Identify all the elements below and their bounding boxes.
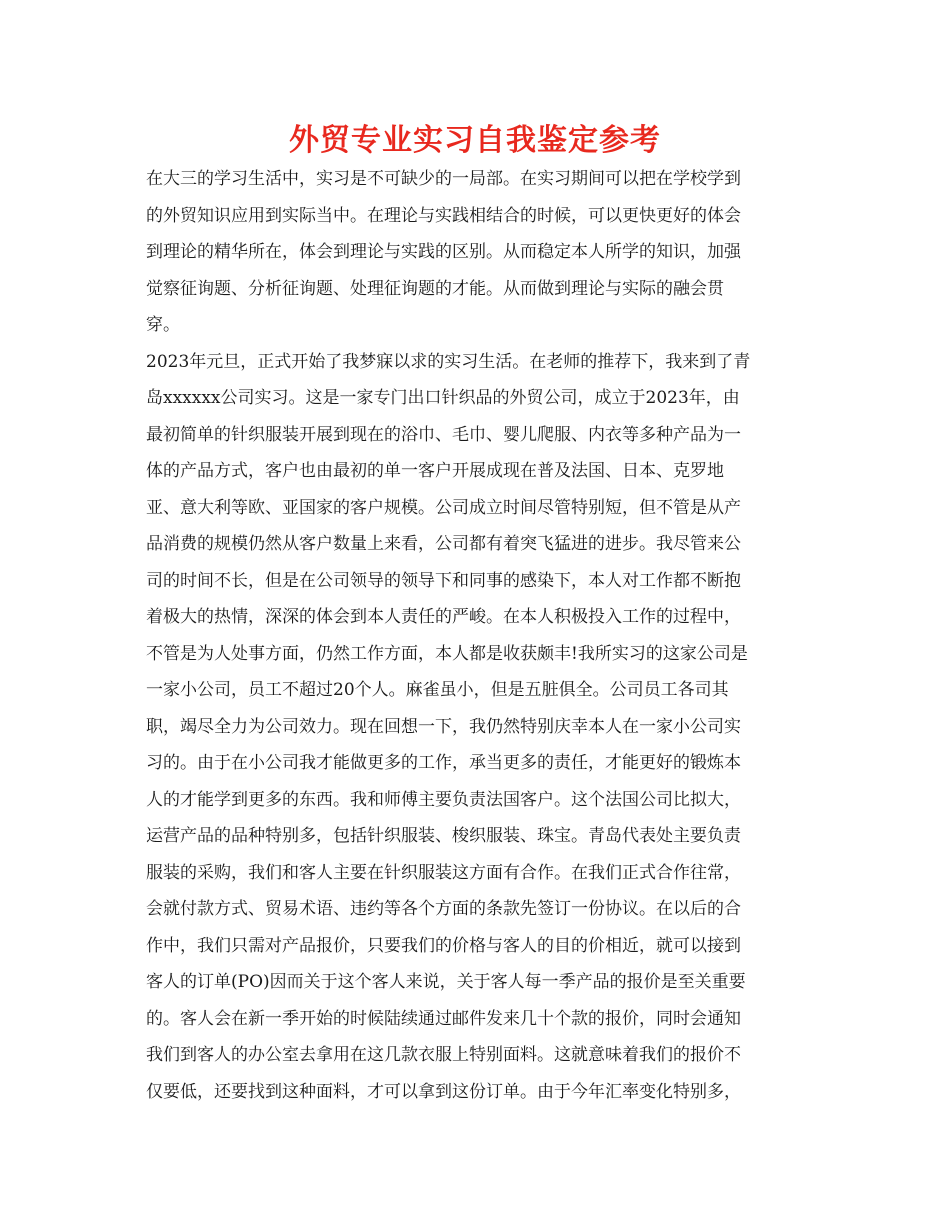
body-line: 岛xxxxxx公司实习。这是一家专门出口针织品的外贸公司，成立于2023年，由 (146, 388, 740, 408)
body-line: 着极大的热情，深深的体会到本人责任的严峻。在本人积极投入工作的过程中， (146, 607, 741, 627)
body-line: 一家小公司，员工不超过20个人。麻雀虽小，但是五脏俱全。公司员工各司其 (146, 680, 729, 700)
body-line: 司的时间不长，但是在公司领导的领导下和同事的感染下，本人对工作都不断抱 (146, 570, 741, 591)
body-line: 到理论的精华所在，体会到理论与实践的区别。从而稳定本人所学的知识，加强 (146, 242, 741, 262)
body-line: 的。客人会在新一季开始的时候陆续通过邮件发来几十个款的报价，同时会通知 (146, 1008, 741, 1029)
body-line: 觉察征询题、分析征询题、处理征询题的才能。从而做到理论与实际的融会贯 (146, 278, 724, 299)
body-line: 穿。 (146, 315, 180, 335)
body-line: 习的。由于在小公司我才能做更多的工作，承当更多的责任，才能更好的锻炼本 (146, 753, 741, 773)
body-line: 仅要低，还要找到这种面料，才可以拿到这份订单。由于今年汇率变化特别多， (146, 1081, 741, 1102)
body-line: 不管是为人处事方面，仍然工作方面，本人都是收获颇丰!我所实习的这家公司是 (146, 643, 748, 664)
document-body (146, 161, 816, 1110)
body-line: 体的产品方式，客户也由最初的单一客户开展成现在普及法国、日本、克罗地 (146, 461, 724, 481)
body-line: 我们到客人的办公室去拿用在这几款衣服上特别面料。这就意味着我们的报价不 (146, 1045, 741, 1065)
body-line: 2023年元旦，正式开始了我梦寐以求的实习生活。在老师的推荐下，我来到了青 (146, 351, 751, 372)
body-line: 作中，我们只需对产品报价，只要我们的价格与客人的目的价相近，就可以接到 (146, 935, 741, 956)
body-line: 最初简单的针织服装开展到现在的浴巾、毛巾、婴儿爬服、内衣等多种产品为一 (146, 424, 741, 445)
body-line: 服装的采购，我们和客人主要在针织服装这方面有合作。在我们正式合作往常， (146, 862, 741, 883)
body-line: 在大三的学习生活中，实习是不可缺少的一局部。在实习期间可以把在学校学到 (146, 169, 741, 189)
body-line: 人的才能学到更多的东西。我和师傅主要负责法国客户。这个法国公司比拟大， (146, 789, 741, 810)
body-line: 的外贸知识应用到实际当中。在理论与实践相结合的时候，可以更快更好的体会 (146, 205, 741, 226)
document-title: 外贸专业实习自我鉴定参考 (289, 123, 661, 158)
body-line: 亚、意大利等欧、亚国家的客户规模。公司成立时间尽管特别短，但不管是从产 (146, 497, 741, 518)
body-line: 职，竭尽全力为公司效力。现在回想一下，我仍然特别庆幸本人在一家小公司实 (146, 716, 741, 737)
body-line: 品消费的规模仍然从客户数量上来看，公司都有着突飞猛进的进步。我尽管来公 (146, 534, 741, 554)
body-line: 会就付款方式、贸易术语、违约等各个方面的条款先签订一份协议。在以后的合 (146, 899, 741, 919)
body-line: 运营产品的品种特别多，包括针织服装、梭织服装、珠宝。青岛代表处主要负责 (146, 826, 741, 846)
body-line: 客人的订单(PO)因而关于这个客人来说，关于客人每一季产品的报价是至关重要 (146, 972, 746, 992)
